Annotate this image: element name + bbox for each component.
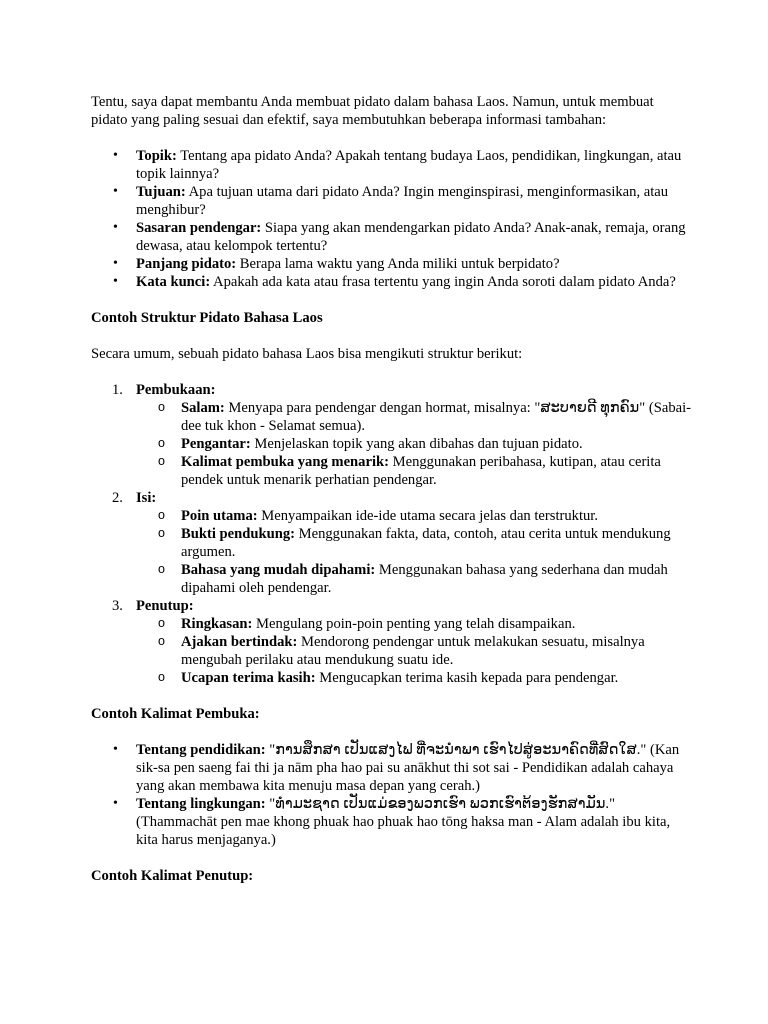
sub-text: Menyapa para pendengar dengan hormat, misalnya: "ສະບາຍດີ ທຸກຄົນ" (Sabai-dee tuk khon - Selamat semua). bbox=[181, 400, 692, 434]
sub-item bbox=[136, 525, 691, 561]
section-item bbox=[91, 381, 691, 489]
sub-text: Mendorong pendengar untuk melakukan sesuatu, misalnya mengubah perilaku atau mendukung suatu ide. bbox=[181, 634, 645, 668]
item-text: "ການສຶກສາ ເປັນແສງໄຟ ທີ່ຈະນຳພາ ເຮົາໄປສູ່ອະນາຄົດທີ່ສົດໃສ." (Kan sik-sa pen saeng fai thi ja nām pha hao pai su anākhut thi sot sai - Pendidikan adalah cahaya yang akan membawa kita menuju masa depan yang cerah.) bbox=[136, 742, 680, 794]
sub-item bbox=[136, 453, 691, 489]
sub-label: Ucapan terima kasih: bbox=[181, 670, 316, 686]
item-label: Panjang pidato: bbox=[136, 256, 237, 272]
item-label: Tentang pendidikan: bbox=[136, 742, 266, 758]
section-title: Pembukaan: bbox=[136, 382, 216, 398]
list-item bbox=[91, 219, 691, 255]
item-label: Topik: bbox=[136, 148, 177, 164]
sub-list bbox=[136, 507, 691, 597]
sub-item bbox=[136, 615, 691, 633]
item-text: Berapa lama waktu yang Anda miliki untuk berpidato? bbox=[236, 256, 560, 272]
sub-text: Menjelaskan topik yang akan dibahas dan tujuan pidato. bbox=[250, 436, 583, 452]
sub-text: Mengucapkan terima kasih kepada para pendengar. bbox=[315, 670, 619, 686]
sub-item bbox=[136, 561, 691, 597]
list-item bbox=[91, 741, 691, 795]
sub-text: Mengulang poin-poin penting yang telah disampaikan. bbox=[252, 616, 576, 632]
sub-label: Kalimat pembuka yang menarik: bbox=[181, 454, 389, 470]
section-item bbox=[91, 597, 691, 687]
heading-structure: Contoh Struktur Pidato Bahasa Laos bbox=[91, 310, 323, 326]
sub-label: Pengantar: bbox=[181, 436, 251, 452]
sub-list bbox=[136, 615, 691, 687]
section-number: 2. bbox=[112, 490, 123, 506]
sub-text: Menyampaikan ide-ide utama secara jelas dan terstruktur. bbox=[257, 508, 599, 524]
sub-label: Ringkasan: bbox=[181, 616, 253, 632]
list-item bbox=[91, 795, 691, 849]
sub-text: Menggunakan peribahasa, kutipan, atau cerita pendek untuk menarik perhatian pendengar. bbox=[181, 454, 661, 488]
section-title: Penutup: bbox=[136, 598, 194, 614]
item-label: Tujuan: bbox=[136, 184, 186, 200]
item-text: "ທຳມະຊາດ ເປັນແມ່ຂອງພວກເຮົາ ພວກເຮົາຕ້ອງຮັກສາມັນ." (Thammachāt pen mae khong phuak hao phuak hao tōng haksa man - Alam adalah ibu kita, kita harus menjaganya.) bbox=[136, 796, 671, 848]
sub-item bbox=[136, 507, 691, 525]
item-label: Sasaran pendengar: bbox=[136, 220, 262, 236]
item-label: Tentang lingkungan: bbox=[136, 796, 266, 812]
sub-item bbox=[136, 669, 691, 687]
item-text: Apakah ada kata atau frasa tertentu yang ingin Anda soroti dalam pidato Anda? bbox=[210, 274, 676, 290]
structure-intro: Secara umum, sebuah pidato bahasa Laos bisa mengikuti struktur berikut: bbox=[91, 346, 523, 362]
sub-text: Menggunakan fakta, data, contoh, atau cerita untuk mendukung argumen. bbox=[181, 526, 671, 560]
structure-list bbox=[91, 381, 691, 687]
sub-item bbox=[136, 633, 691, 669]
list-item bbox=[91, 147, 691, 183]
sub-list bbox=[136, 399, 691, 489]
sub-label: Ajakan bertindak: bbox=[181, 634, 298, 650]
item-text: Siapa yang akan mendengarkan pidato Anda? Anak-anak, remaja, orang dewasa, atau kelompok tertentu? bbox=[136, 220, 686, 254]
section-item bbox=[91, 489, 691, 597]
section-title: Isi: bbox=[136, 490, 157, 506]
list-item bbox=[91, 183, 691, 219]
document-page bbox=[91, 93, 691, 885]
heading-closing: Contoh Kalimat Penutup: bbox=[91, 868, 254, 884]
info-list bbox=[91, 147, 691, 291]
sub-label: Poin utama: bbox=[181, 508, 258, 524]
section-number: 1. bbox=[112, 382, 123, 398]
item-text: Tentang apa pidato Anda? Apakah tentang budaya Laos, pendidikan, lingkungan, atau topik lainnya? bbox=[136, 148, 682, 182]
sub-item bbox=[136, 399, 691, 435]
intro-paragraph: Tentu, saya dapat membantu Anda membuat pidato dalam bahasa Laos. Namun, untuk membuat pidato yang paling sesuai dan efektif, saya membutuhkan beberapa informasi tambahan: bbox=[91, 94, 654, 128]
opening-examples-list bbox=[91, 741, 691, 849]
item-label: Kata kunci: bbox=[136, 274, 211, 290]
sub-item bbox=[136, 435, 691, 453]
sub-text: Menggunakan bahasa yang sederhana dan mudah dipahami oleh pendengar. bbox=[181, 562, 668, 596]
sub-label: Bukti pendukung: bbox=[181, 526, 295, 542]
sub-label: Salam: bbox=[181, 400, 225, 416]
section-number: 3. bbox=[112, 598, 123, 614]
heading-opening: Contoh Kalimat Pembuka: bbox=[91, 706, 260, 722]
item-text: Apa tujuan utama dari pidato Anda? Ingin menginspirasi, menginformasikan, atau menghibur? bbox=[136, 184, 669, 218]
list-item bbox=[91, 273, 691, 291]
sub-label: Bahasa yang mudah dipahami: bbox=[181, 562, 376, 578]
list-item bbox=[91, 255, 691, 273]
